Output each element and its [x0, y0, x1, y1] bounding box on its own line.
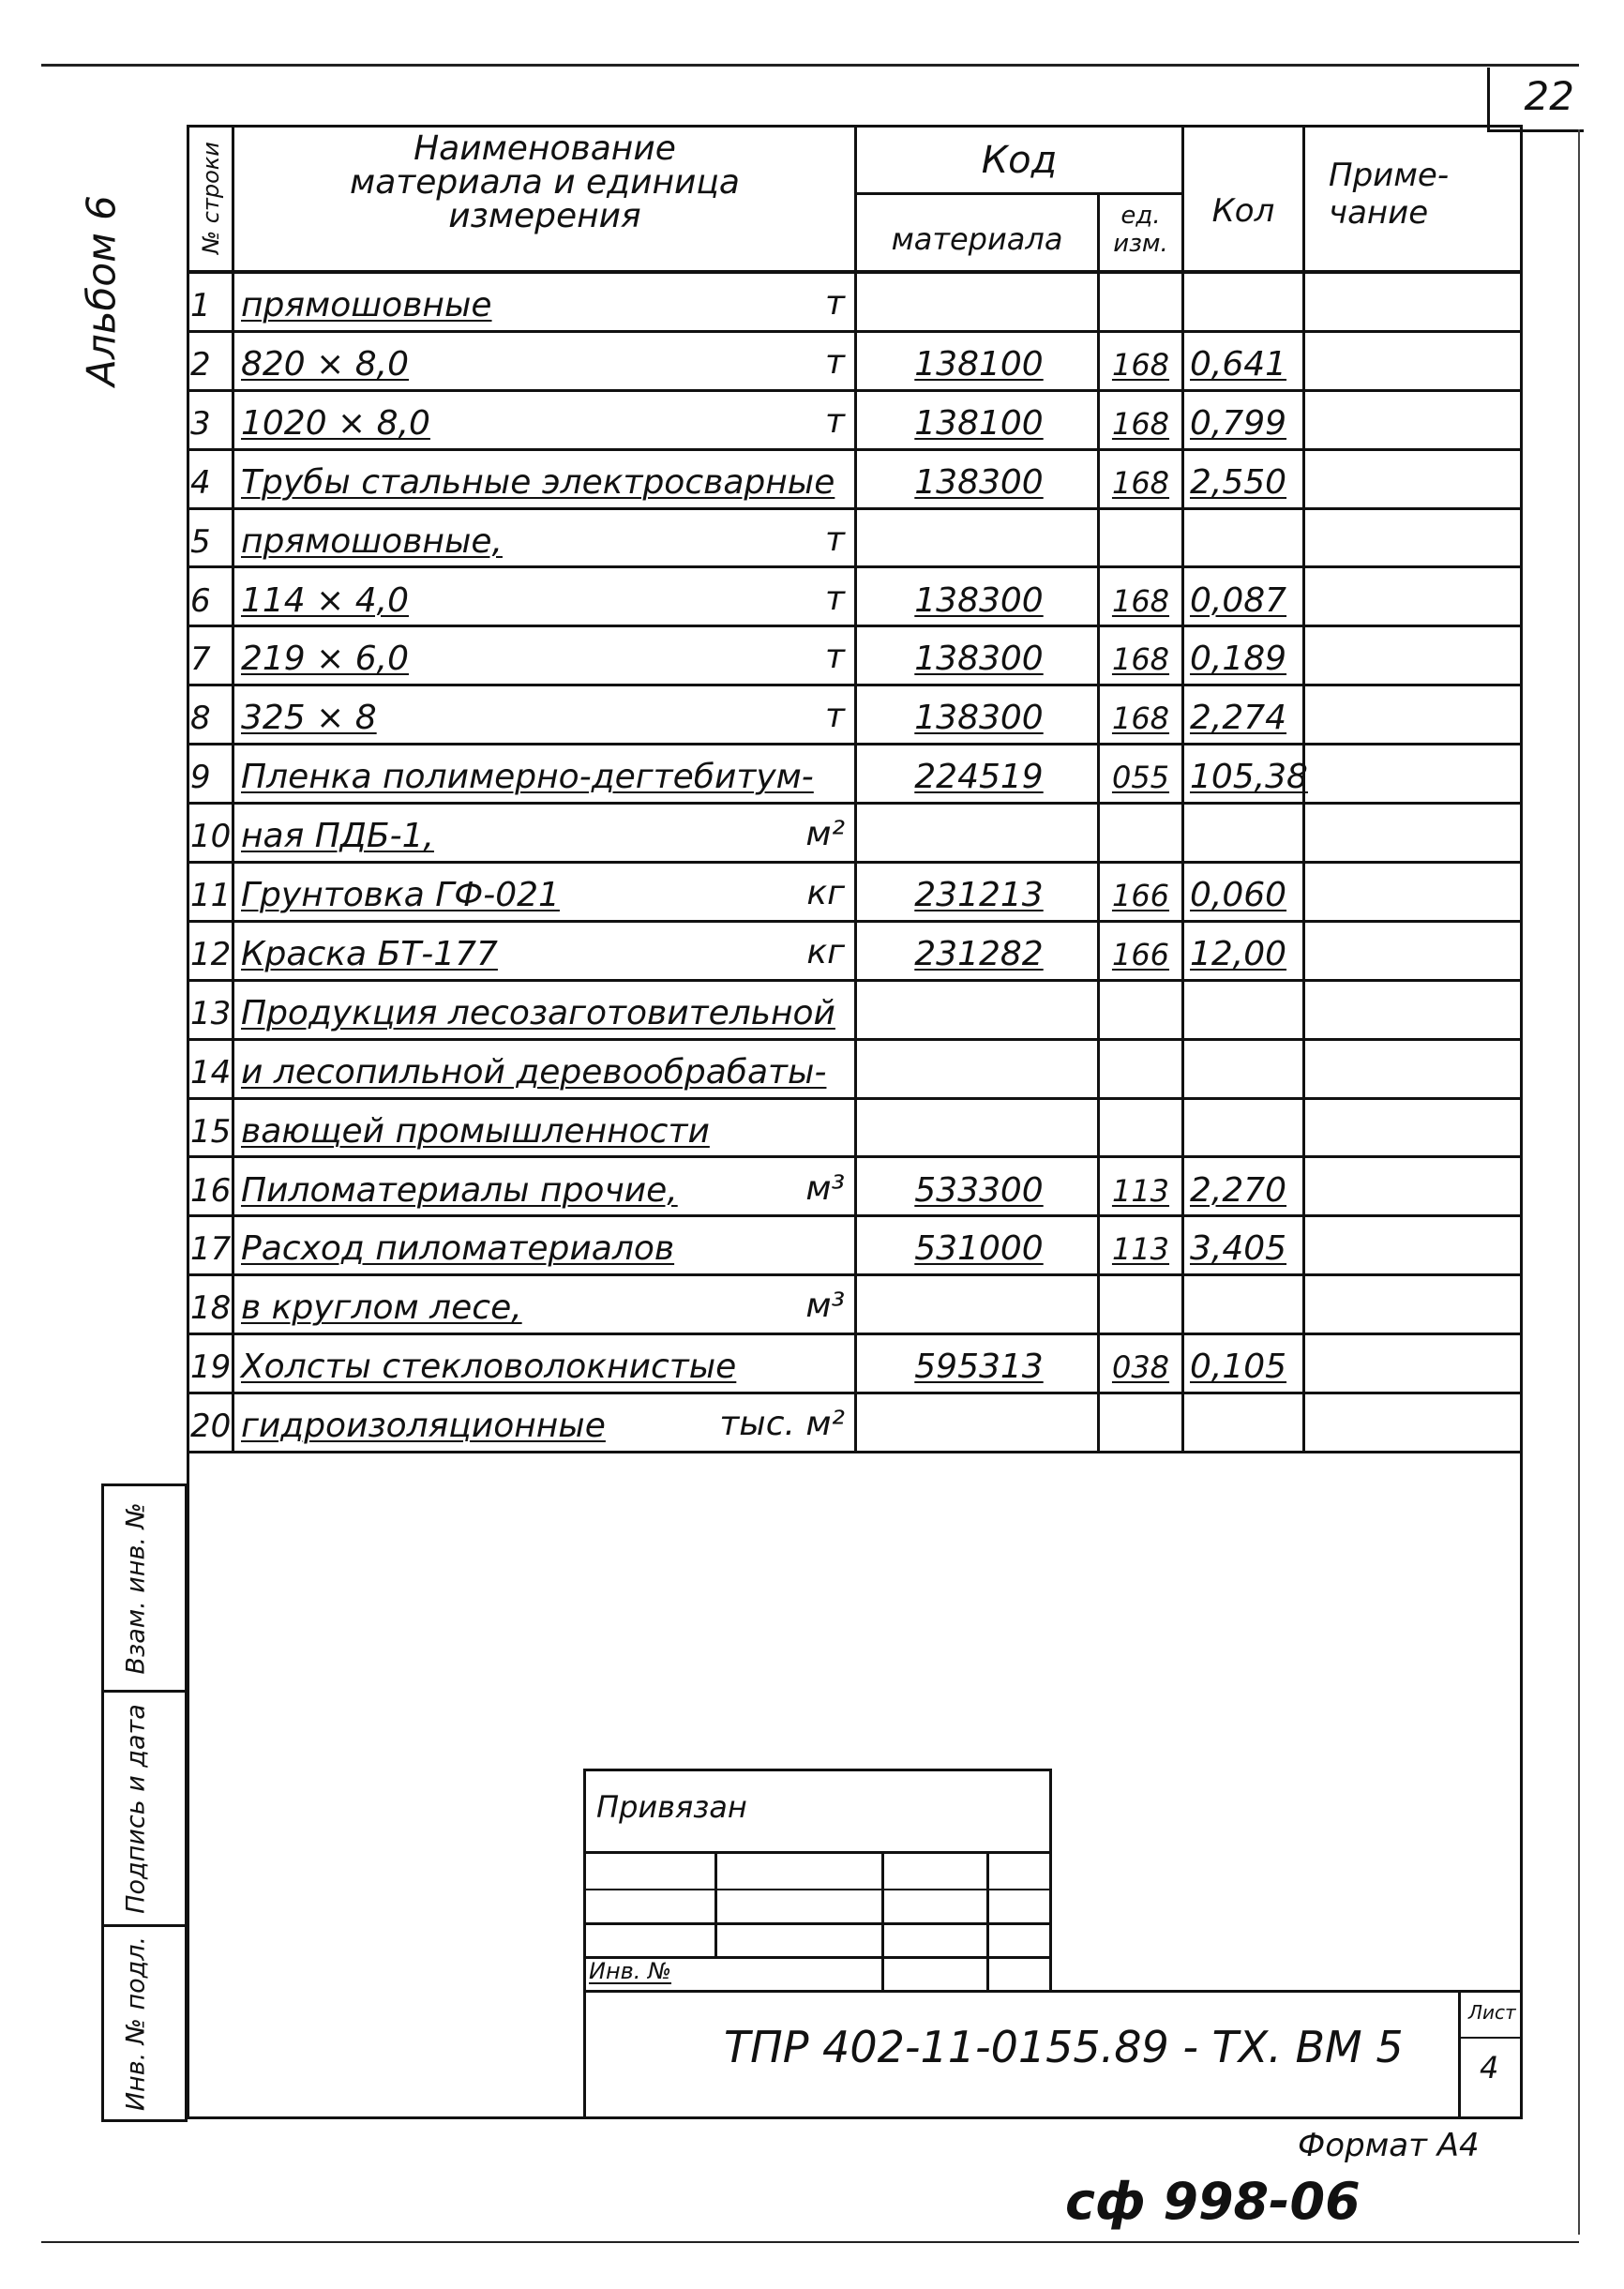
header-code: Код	[981, 139, 1058, 182]
tb-grid-h1	[583, 1851, 1052, 1854]
table-row	[187, 392, 1523, 451]
row-number: 16	[190, 1171, 232, 1210]
row-unit-code: 168	[1111, 641, 1170, 678]
row-code: 533300	[914, 1170, 1044, 1210]
tb-top-border	[583, 1769, 1052, 1771]
tb-grid-v1	[714, 1851, 717, 1956]
row-name: Пленка полимерно-дегтебитум-	[241, 758, 814, 797]
handwritten-note: сф 998-06	[1065, 2172, 1361, 2231]
tb-grid-v3	[986, 1851, 989, 1992]
row-name: 325 × 8	[241, 699, 377, 738]
row-unit: т	[825, 697, 845, 736]
row-unit: т	[825, 342, 845, 382]
row-qty: 12,00	[1190, 934, 1287, 973]
row-number: 4	[190, 463, 211, 502]
row-name: Трубы стальные электросварные	[241, 462, 835, 502]
row-qty: 0,060	[1190, 876, 1287, 914]
row-number: 20	[190, 1408, 232, 1446]
row-number: 15	[190, 1112, 232, 1151]
tb-sheet-number: 4	[1480, 2050, 1499, 2086]
row-unit: кг	[806, 932, 845, 971]
title-block	[583, 1769, 1523, 2119]
row-unit-code: 055	[1111, 760, 1170, 796]
table-row	[187, 569, 1523, 628]
header-code-material: материала	[891, 221, 1063, 257]
table-row	[187, 627, 1523, 686]
header-note	[1312, 157, 1520, 232]
stamp-podpis-data-text: Подпись и дата	[121, 1703, 151, 1914]
row-name: прямошовные	[241, 286, 492, 324]
table-row	[187, 1335, 1523, 1394]
row-unit-code: 168	[1111, 700, 1170, 737]
row-name: прямошовные,	[241, 521, 503, 561]
row-divider	[187, 1451, 1523, 1453]
row-qty: 0,189	[1190, 640, 1287, 679]
row-number: 17	[190, 1230, 232, 1269]
table-row	[187, 1394, 1523, 1453]
header-name-line2: материала и единица	[350, 163, 740, 202]
row-unit: т	[825, 638, 845, 677]
row-name: 114 × 4,0	[241, 580, 410, 620]
table-row	[187, 333, 1523, 392]
row-name: 820 × 8,0	[241, 344, 410, 384]
row-code: 138300	[914, 580, 1044, 620]
page-number: 22	[1524, 73, 1574, 119]
row-qty: 0,105	[1190, 1348, 1287, 1387]
row-number: 12	[190, 935, 232, 973]
tb-grid-v2	[881, 1851, 884, 1992]
row-unit-code: 168	[1111, 346, 1170, 383]
table-row	[187, 864, 1523, 923]
row-number: 8	[190, 700, 211, 738]
row-code: 595313	[914, 1348, 1044, 1387]
row-code: 138300	[914, 640, 1044, 679]
row-number: 18	[190, 1289, 232, 1328]
row-code: 138100	[914, 403, 1044, 443]
tb-grid-h3	[583, 1922, 1052, 1925]
row-name: 219 × 6,0	[241, 640, 410, 679]
row-unit: м³	[805, 1287, 845, 1326]
row-unit-code: 166	[1111, 936, 1170, 972]
row-qty: 0,799	[1190, 403, 1287, 443]
header-code-unit-line2: изм.	[1113, 230, 1168, 258]
row-qty: 105,38	[1190, 758, 1308, 797]
row-unit-code: 113	[1111, 1172, 1170, 1209]
album-label	[73, 169, 129, 413]
header-note-line2: чание	[1329, 194, 1429, 232]
tb-sheet-label: Лист	[1468, 2001, 1516, 2024]
right-edge-line	[1578, 129, 1580, 2235]
row-number: 11	[190, 877, 232, 914]
row-unit-code: 168	[1111, 582, 1170, 619]
header-note-line1: Приме-	[1329, 157, 1450, 194]
row-number: 5	[190, 522, 211, 561]
row-code: 138300	[914, 462, 1044, 502]
row-name: в круглом лесе,	[241, 1288, 522, 1328]
tb-inv-no: Инв. №	[589, 1958, 672, 1984]
stamp-inv-podl	[101, 1924, 188, 2122]
stamp-vzam-inv-text: Взам. инв. №	[121, 1501, 151, 1675]
table-row	[187, 1041, 1523, 1100]
row-name: вающей промышленности	[241, 1111, 710, 1151]
table-row	[187, 686, 1523, 745]
table-row	[187, 1217, 1523, 1276]
materials-table	[187, 125, 1523, 1453]
table-row	[187, 451, 1523, 510]
header-code-unit	[1100, 202, 1181, 258]
table-row	[187, 805, 1523, 864]
stamp-inv-podl-text: Инв. № подл.	[121, 1935, 151, 2111]
row-unit: тыс. м²	[719, 1405, 845, 1444]
row-unit: т	[825, 284, 845, 323]
row-number: 3	[190, 404, 211, 443]
table-row	[187, 274, 1523, 333]
row-number: 7	[190, 640, 211, 679]
row-code: 224519	[914, 758, 1044, 797]
tb-sheet-divider	[1458, 1990, 1461, 2119]
header-rowno	[192, 132, 230, 264]
row-number: 9	[190, 759, 211, 797]
row-unit: т	[825, 579, 845, 618]
table-row	[187, 982, 1523, 1041]
stamp-podpis-data	[101, 1690, 188, 1924]
row-name: гидроизоляционные	[241, 1407, 606, 1446]
row-number: 14	[190, 1053, 232, 1092]
row-name: Холсты стекловолокнистые	[241, 1348, 737, 1387]
header-name-line3: измерения	[448, 197, 641, 235]
row-unit-code: 168	[1111, 405, 1170, 442]
page-number-box	[1487, 68, 1584, 132]
table-row	[187, 1159, 1523, 1218]
stamp-vzam-inv	[101, 1483, 188, 1690]
row-code: 138100	[914, 344, 1044, 384]
tb-left-border	[583, 1769, 586, 2119]
album-label-text: Альбом 6	[78, 195, 125, 386]
row-name: 1020 × 8,0	[241, 403, 430, 443]
row-name: Продукция лесозаготовительной	[241, 993, 835, 1032]
format-label: Формат А4	[1298, 2127, 1480, 2164]
row-number: 2	[190, 345, 211, 384]
row-unit: м²	[805, 815, 845, 854]
row-code: 231213	[914, 876, 1044, 914]
row-qty: 2,270	[1190, 1170, 1287, 1210]
table-row	[187, 1100, 1523, 1159]
table-row	[187, 923, 1523, 982]
table-body	[187, 274, 1523, 1453]
row-name: и лесопильной деревообрабаты-	[241, 1052, 827, 1092]
table-row	[187, 745, 1523, 805]
row-qty: 0,087	[1190, 580, 1287, 620]
row-name: Краска БТ-177	[241, 934, 498, 973]
row-unit: т	[825, 520, 845, 559]
tb-document-code: ТПР 402-11-0155.89 - ТХ. ВМ 5	[724, 2022, 1404, 2072]
row-qty: 0,641	[1190, 344, 1287, 384]
row-number: 1	[190, 287, 211, 324]
row-name: Грунтовка ГФ-021	[241, 876, 560, 914]
tb-sheet-h	[1458, 2037, 1523, 2039]
row-number: 19	[190, 1348, 232, 1387]
tb-privyazan: Привязан	[596, 1789, 747, 1825]
code-subheader-line	[854, 192, 1182, 195]
row-name: Пиломатериалы прочие,	[241, 1170, 678, 1210]
row-qty: 3,405	[1190, 1229, 1287, 1269]
row-number: 13	[190, 994, 232, 1032]
row-unit-code: 038	[1111, 1349, 1170, 1386]
header-name-line1: Наименование	[414, 129, 676, 168]
bottom-rule	[41, 2241, 1579, 2243]
tb-code-top	[583, 1990, 1523, 1993]
row-code: 138300	[914, 699, 1044, 738]
header-rowno-text: № строки	[198, 142, 224, 254]
row-number: 10	[190, 818, 232, 856]
row-number: 6	[190, 581, 211, 620]
tb-grid-h2	[583, 1889, 1052, 1890]
row-unit: м³	[805, 1168, 845, 1208]
row-qty: 2,550	[1190, 462, 1287, 502]
table-row	[187, 1276, 1523, 1335]
row-unit-code: 113	[1111, 1231, 1170, 1268]
row-qty: 2,274	[1190, 699, 1287, 738]
row-unit-code: 166	[1111, 878, 1170, 913]
header-name	[235, 129, 854, 235]
row-unit: т	[825, 401, 845, 441]
table-row	[187, 510, 1523, 569]
row-name: ная ПДБ-1,	[241, 817, 434, 856]
top-rule	[41, 64, 1579, 67]
row-name: Расход пиломатериалов	[241, 1229, 675, 1269]
row-unit-code: 168	[1111, 464, 1170, 501]
header-qty: Кол	[1211, 192, 1275, 230]
row-unit: кг	[806, 874, 845, 912]
row-code: 231282	[914, 934, 1044, 973]
header-code-unit-line1: ед.	[1120, 202, 1161, 230]
row-code: 531000	[914, 1229, 1044, 1269]
